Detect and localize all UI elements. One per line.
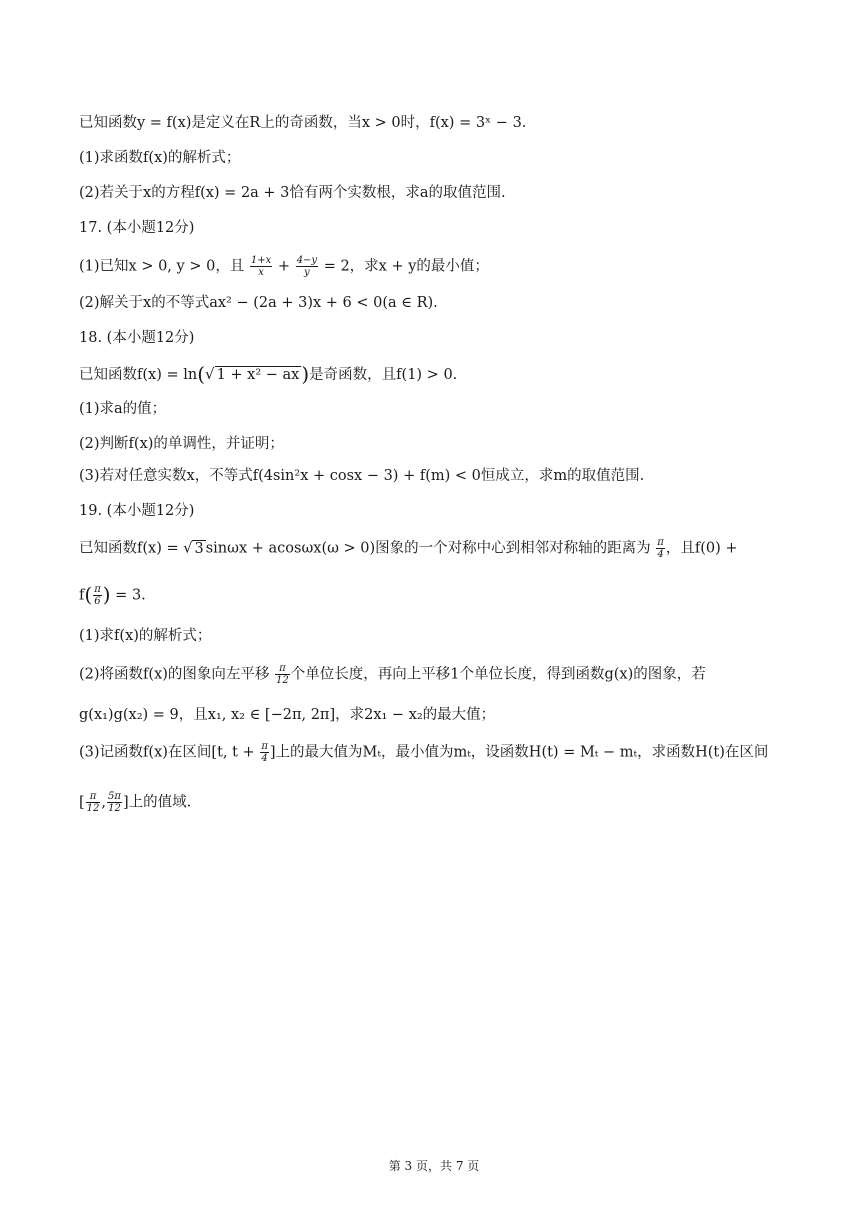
right-paren: ) (301, 362, 310, 386)
problem-19-part-3-continued: [ $\frac{\pi}{12}$ , $\frac{5\pi}{12}$ ]上的值域. (79, 791, 192, 814)
problem-19-part-1: (1)求f(x)的解析式； (79, 628, 212, 644)
fraction-pi-over-4-interval: $\frac{\pi}{4}$ (261, 741, 268, 764)
problem-18-stem: 已知函数f(x) = ln(√ 1 + x² − ax )是奇函数，且f(1) > 0. (79, 362, 458, 386)
page-footer: 第 3 页，共 7 页 (388, 1159, 480, 1173)
sqrt-expression: 1 + x² − ax (216, 367, 300, 383)
problem-18-part-3: (3)若对任意实数x，不等式f(4sin²x + cosx − 3) + f(m) < 0恒成立，求m的取值范围. (79, 468, 645, 484)
problem-18-part-1: (1)求a的值； (79, 401, 167, 417)
problem-18-header: 18. (本小题12分) (79, 330, 195, 346)
fraction-pi-over-12: $\frac{\pi}{12}$ (276, 663, 289, 686)
problem-19-part-2: (2)将函数f(x)的图象向左平移 $\frac{\pi}{12}$ 个单位长度，再向上平移1个单位长度，得到函数g(x)的图象，若 (79, 663, 706, 686)
fraction-4-minus-y-over-y: $\frac{4-y}{y}$ (296, 255, 318, 278)
problem-18-part-2: (2)判断f(x)的单调性，并证明； (79, 436, 284, 452)
fraction-pi-over-6: $\frac{\pi}{6}$ (94, 584, 101, 607)
problem-19-stem: 已知函数f(x) = √ 3 sinωx + acosωx(ω > 0)图象的一个对称中心到相邻对称轴的距离为 $\frac{\pi}{4}$ ，且f(0) + (79, 537, 738, 560)
problem-17-part-1: (1)已知x > 0, y > 0，且 $\frac{1+x}{x}$ + $\frac{4-y}{y}$ = 2，求x + y的最小值； (79, 255, 489, 278)
problem-16-part-1: (1)求函数f(x)的解析式； (79, 150, 241, 166)
fraction-5pi-over-12-range: $\frac{5\pi}{12}$ (108, 791, 121, 814)
problem-19-stem-continued: f( $\frac{\pi}{6}$ ) = 3. (79, 582, 146, 607)
problem-16-stem: 已知函数y = f(x)是定义在R上的奇函数，当x > 0时，f(x) = 3ˣ − 3. (79, 115, 527, 131)
sqrt-3: 3 (194, 540, 204, 557)
fraction-pi-over-12-range: $\frac{\pi}{12}$ (86, 791, 100, 814)
problem-19-header: 19. (本小题12分) (79, 503, 195, 519)
left-paren: ( (197, 362, 206, 386)
fraction-pi-over-4: $\frac{\pi}{4}$ (657, 537, 664, 560)
problem-19-part-2-continued: g(x₁)g(x₂) = 9，且x₁, x₂ ∈ [−2π, 2π]，求2x₁ − x₂的最大值； (79, 707, 496, 723)
problem-19-part-3: (3)记函数f(x)在区间[t, t + $\frac{\pi}{4}$ ]上的最大值为Mₜ，最小值为mₜ，设函数H(t) = Mₜ − mₜ，求函数H(t)在区间 (79, 741, 769, 764)
problem-17-part-2: (2)解关于x的不等式ax² − (2a + 3)x + 6 < 0(a ∈ R). (79, 295, 438, 311)
problem-16-part-2: (2)若关于x的方程f(x) = 2a + 3恰有两个实数根，求a的取值范围. (79, 185, 506, 201)
problem-17-header: 17. (本小题12分) (79, 220, 195, 236)
fraction-1-plus-x-over-x: $\frac{1+x}{x}$ (250, 255, 272, 278)
